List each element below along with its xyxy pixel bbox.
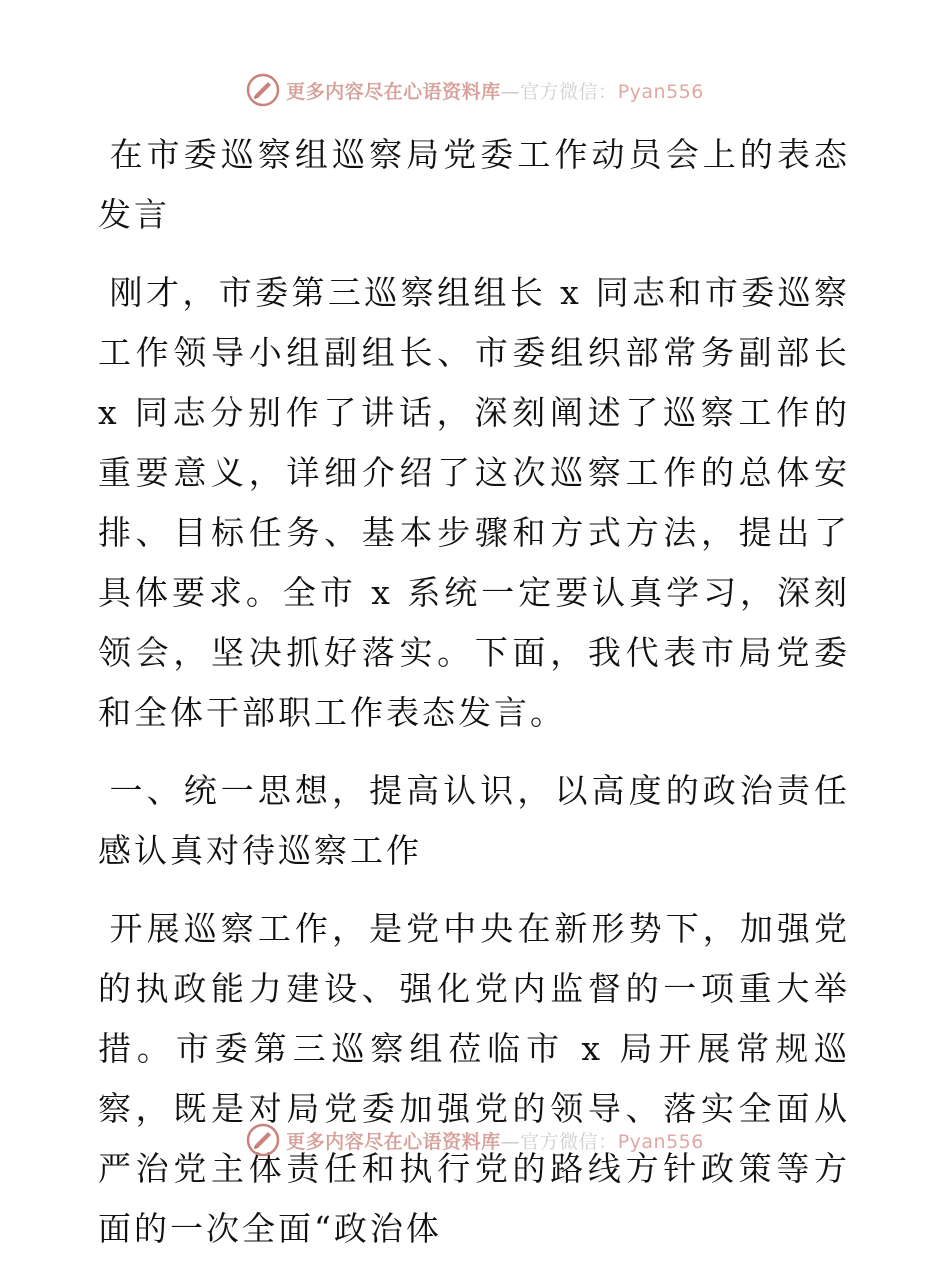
header-watermark [0, 70, 950, 110]
watermark-text [286, 1127, 704, 1154]
watermark-main: 更多内容尽在心语资料库 [286, 80, 501, 103]
watermark-separator: — [500, 1130, 521, 1153]
body-paragraph: 刚才，市委第三巡察组组长 x 同志和市委巡察工作领导小组副组长、市委组织部常务副部长 x 同志分别作了讲话，深刻阐述了巡察工作的重要意义，详细介绍了这次巡察工作的总体安排、目标任务、基本步骤和方式方法，提出了具体要求。全市 x 系统一定要认真学习，深刻领会，坚决抓好落实。下面，我代表市局党委和全体干部职工作表态发言。 [98, 273, 850, 732]
document-body [98, 125, 850, 1277]
watermark-id: Pyan556 [617, 80, 704, 103]
section-heading: 一、统一思想，提高认识，以高度的政治责任感认真对待巡察工作 [98, 771, 850, 870]
seal-logo-icon [246, 1123, 280, 1157]
watermark-text [286, 77, 704, 104]
watermark-separator: — [500, 80, 521, 103]
watermark-id: Pyan556 [617, 1130, 704, 1153]
seal-logo-icon [246, 73, 280, 107]
watermark-label: 官方微信： [520, 80, 618, 103]
footer-watermark [0, 1120, 950, 1160]
section-paragraph: 开展巡察工作，是党中央在新形势下，加强党的执政能力建设、强化党内监督的一项重大举措。市委第三巡察组莅临市 x 局开展常规巡察，既是对局党委加强党的领导、落实全面从严治党主体责任和执行党的路线方针政策等方面的一次全面“政治体 [98, 909, 850, 1248]
watermark-main: 更多内容尽在心语资料库 [286, 1130, 501, 1153]
watermark-label: 官方微信： [520, 1130, 618, 1153]
document-title: 在市委巡察组巡察局党委工作动员会上的表态发言 [98, 135, 850, 234]
